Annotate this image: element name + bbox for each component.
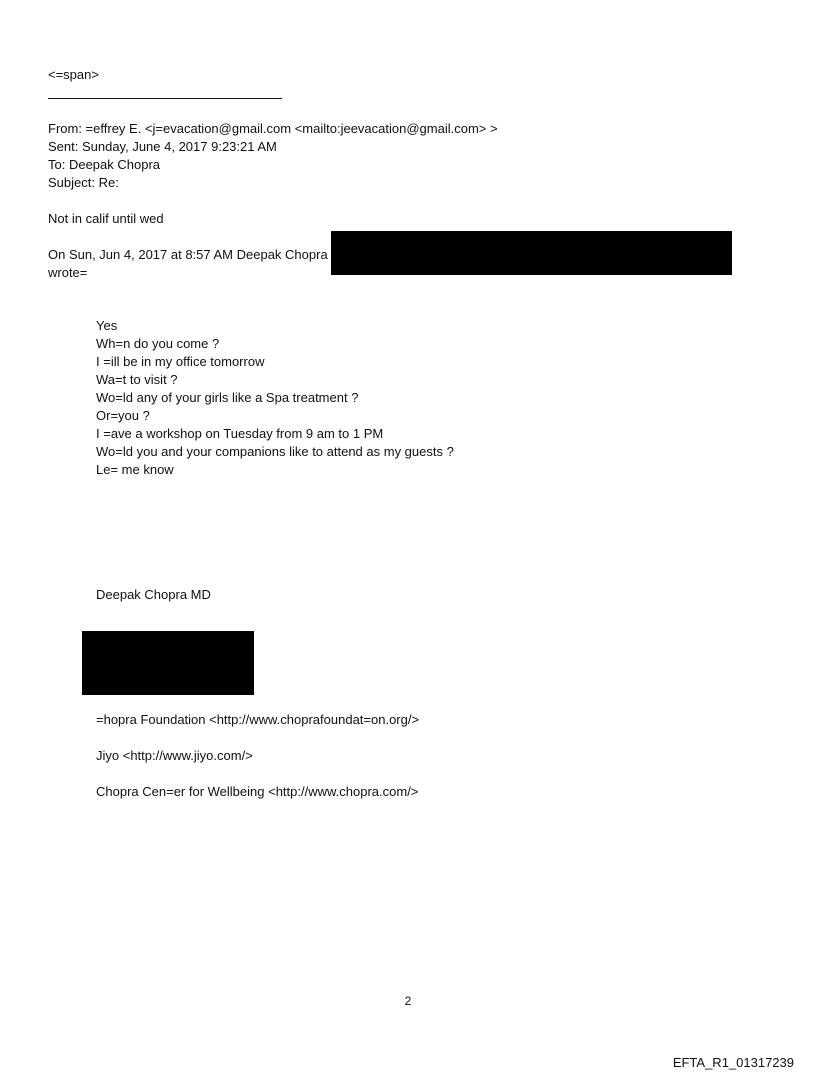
signature-link: =hopra Foundation <http://www.choprafoundat=on.org/> (96, 712, 420, 727)
quoted-line: Wo=ld any of your girls like a Spa treatment ? (96, 390, 359, 405)
email-subject: Subject: Re: (48, 175, 119, 190)
header-divider (48, 98, 282, 99)
redaction-box-email (331, 231, 732, 275)
quoted-line: Yes (96, 318, 118, 333)
quoted-line: Le= me know (96, 462, 174, 477)
quoted-line: Wh=n do you come ? (96, 336, 220, 351)
quoted-line: I =ave a workshop on Tuesday from 9 am to 1 PM (96, 426, 384, 441)
quoted-line: Or=you ? (96, 408, 150, 423)
signature-link: Jiyo <http://www.jiyo.com/> (96, 748, 253, 763)
signature-name: Deepak Chopra MD (96, 587, 211, 602)
reply-body: Not in calif until wed (48, 211, 164, 226)
signature-link: Chopra Cen=er for Wellbeing <http://www.chopra.com/> (96, 784, 419, 799)
document-id: EFTA_R1_01317239 (672, 1055, 794, 1070)
email-to: To: Deepak Chopra (48, 157, 161, 172)
email-sent: Sent: Sunday, June 4, 2017 9:23:21 AM (48, 139, 277, 154)
page-number: 2 (404, 994, 412, 1008)
redaction-box-signature (82, 631, 254, 695)
quote-header-line: On Sun, Jun 4, 2017 at 8:57 AM Deepak Chopra (48, 247, 328, 262)
span-artifact-text: <=span> (48, 67, 99, 82)
quoted-line: Wo=ld you and your companions like to attend as my guests ? (96, 444, 454, 459)
quoted-line: Wa=t to visit ? (96, 372, 178, 387)
quoted-line: I =ill be in my office tomorrow (96, 354, 265, 369)
email-from: From: =effrey E. <j=evacation@gmail.com <mailto:jeevacation@gmail.com> > (48, 121, 498, 136)
quote-header-wrote: wrote= (48, 265, 88, 280)
